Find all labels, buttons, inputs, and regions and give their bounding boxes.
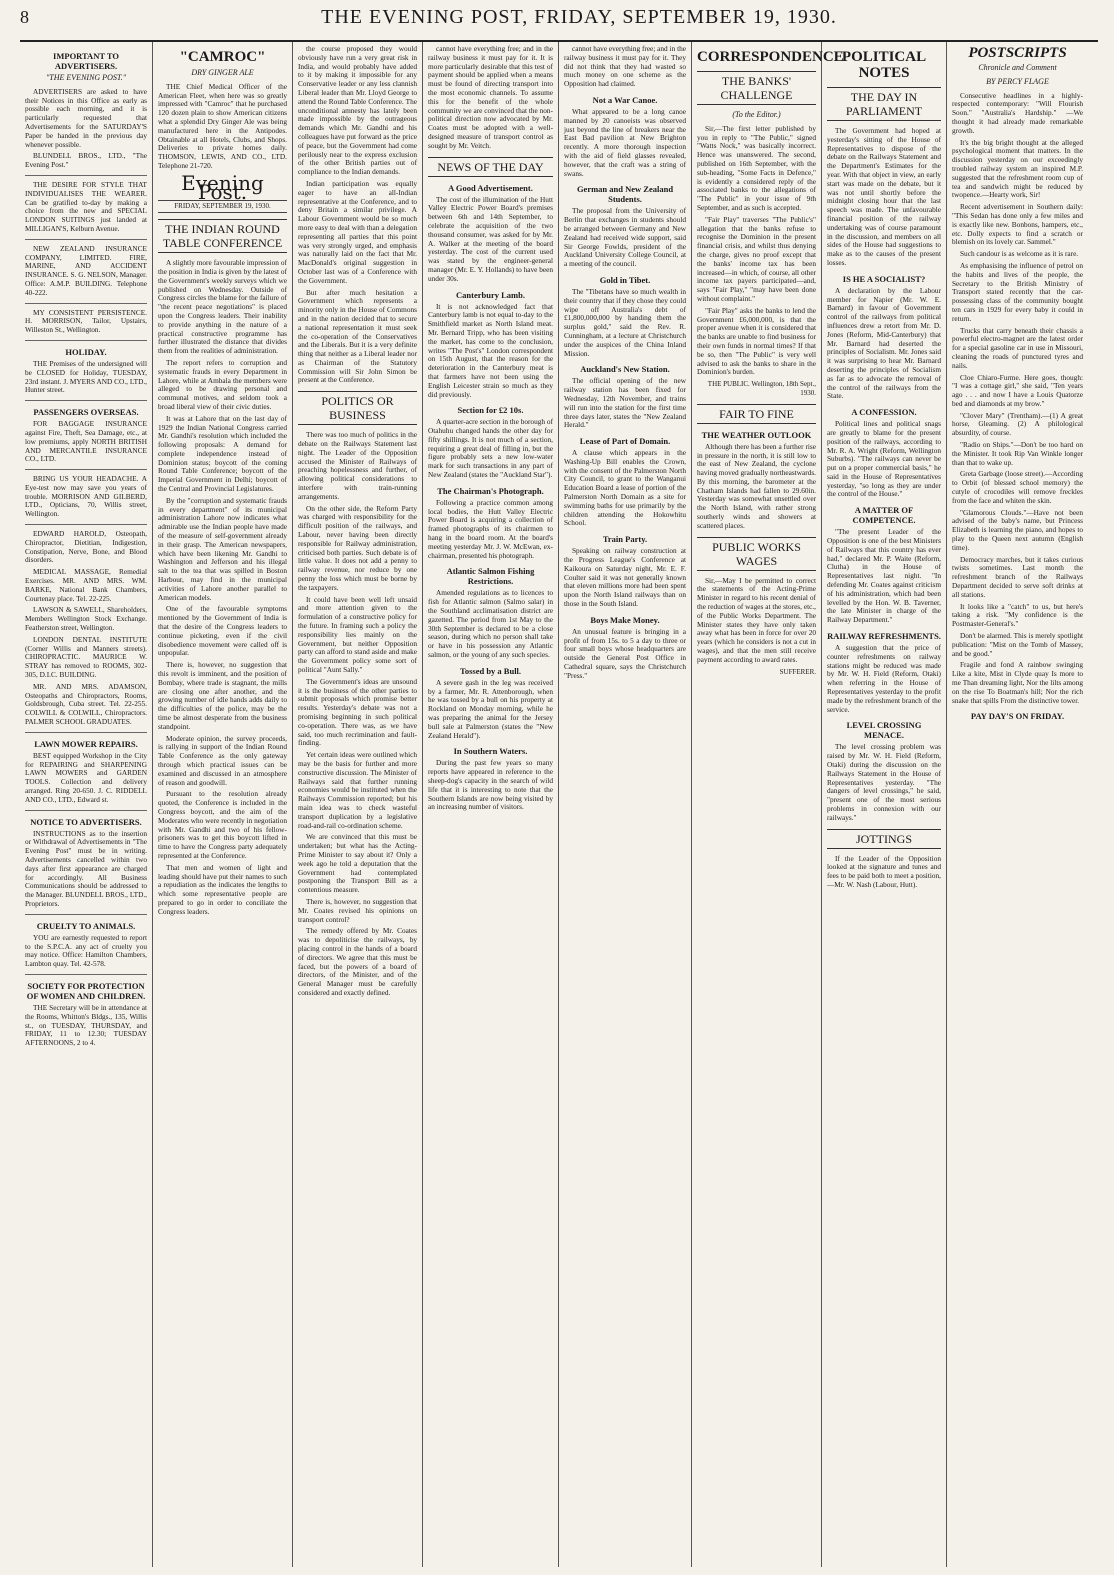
holiday-text: THE Premises of the undersigned will be CLOSED for Holiday, TUESDAY, 23rd instant. J. MYERS AND CO., LTD., Hunter street.	[25, 358, 147, 395]
news-item-text: What appeared to be a long canoe manned by 20 canoeists was observed just beyond the line of breakers near the East Bad pavilion at New Brighton recently. A more thorough inspection with the aid of field glasses revealed, however, that the craft was a string of swans.	[564, 106, 686, 178]
column-3	[293, 42, 423, 1567]
banks-heading: THE BANKS' CHALLENGE	[697, 71, 816, 105]
column-2	[153, 42, 293, 1567]
news-item-text: Amended regulations as to licences to fish for Atlantic salmon (Salmo salar) in the Southland acclimatisation district are gazetted. The period from 1st May to the 30th September is declared to be a close season, during which no person shall take or have in his possession any Atlantic salmon, or the young of any such species.	[428, 588, 553, 660]
notice-text: ADVERTISERS are asked to have their Notices in this Office as early as possible each morning, and it is particularly requested that Advertisements for the SATURDAY'S Paper be handed in the previous day whenever possible.	[25, 86, 147, 149]
letter-signature: THE PUBLIC. Wellington, 18th Sept., 1930.	[707, 380, 816, 397]
news-item-heading: The Chairman's Photograph.	[437, 485, 544, 496]
advertisers-heading: NOTICE TO ADVERTISERS.	[30, 816, 142, 827]
article-paragraph: There was too much of politics in the debate on the Railways Statement last night. The Leader of the Opposition accused the Minister of Railways of preaching hopelessness and further, of allowing political considerations to interfere with train-running arrangements.	[298, 430, 417, 501]
closing-line: PAY DAY'S ON FRIDAY.	[970, 711, 1065, 722]
notice-signoff: BLUNDELL BROS., LTD., "The Evening Post."	[25, 151, 147, 170]
camroc-text: THE Chief Medical Officer of the American Fleet, when here was so greatly impressed with "Camroc" that he purchased 120 dozen plain to show American citizens what a splendid Dry Ginger Ale was being manufactured here in the Antipodes. Obtainable at all Hotels, Clubs, and Shops. Deliveries to private homes daily. THOMSON, LEWIS, AND CO., LTD. Telephone 21-720.	[158, 81, 287, 170]
news-item-text: A quarter-acre section in the borough of Otahuhu changed hands the other day for fifty shillings. It is not much of a section, requiring a great deal of filling in, but the figure probably sets a new low-water mark for such transactions in any part of New Zealand (states the "Auckland Star").	[428, 417, 553, 480]
article-paragraph: On the other side, the Reform Party was charged with responsibility for the difficult position of the railways, and Labour, never having been directly responsible for Railway administration, criticised both parties. Such debate is of little value. It does not add a penny to railway revenue, nor reduce by one penny the loss which must be borne by the taxpayers.	[298, 503, 417, 592]
ad-osteopath: EDWARD HAROLD, Osteopath, Chiropractor, Dietitian, Indigestion, Constipation, Nerve, Bone, and Blood disorders.	[25, 529, 147, 565]
editorial-date: FRIDAY, SEPTEMBER 19, 1930.	[158, 200, 287, 213]
news-item-text: A clause which appears in the Washing-Up Bill enables the Crown, with the consent of the Palmerston North City Council, to grant to the Wanganui Education Board a lease of portion of the Palmerston North Domain as a site for swimming baths for use primarily by the children attending the Hokowhitu School.	[564, 448, 686, 528]
correspondence-heading: CORRESPONDENCE	[697, 49, 844, 65]
weather-heading: FAIR TO FINE	[697, 404, 816, 424]
column-4	[423, 42, 559, 1567]
postscript-item: As emphasising the influence of petrol on the habits and lives of the people, the Secretary to the British Ministry of Transport stated recently that the car-possessing class of the community bought ten cars in 1929 for every baby it could in return.	[952, 260, 1083, 323]
editorial-paragraph: There is, however, no suggestion that this revolt is imminent, and the position of Bombay, where trade is stagnant, the mills are closing one after another, and the growing number of idle hands adds daily to the difficulties of the police, may be the time be almost desperate from the business standpoint.	[158, 660, 287, 731]
editorial-paragraph: But after much hesitation a Government which represents a minority only in the House of Commons and in the nation decided that to secure a national representation it must seek the co-operation of the Conservatives and the Liberals. But it is a very definite thing that neither as a Liberal leader nor as Chairman of the Statutory Commission will Sir John Simon be present at the Conference.	[298, 287, 417, 385]
ad-opticians: BRING US YOUR HEADACHE. A Eye-test now may save you years of trouble. MORRISON AND GILBERD, LTD., Opticians, 70, Willis street, Wellington.	[25, 474, 147, 519]
newspaper-title: THE EVENING POST, FRIDAY, SEPTEMBER 19, 1930.	[321, 6, 837, 28]
postscript-item: Cloe Chiaro-Furme. Here goes, though: "I was a cottage girl," she said, "Ten years ago . . . and now I have a Louis Quatorze bed and diamonds at my brow."	[952, 372, 1083, 408]
ad-style: THE DESIRE FOR STYLE THAT INDIVIDUALISES THE WEARER. Can be gratified to-day by making a choice from the new and SPECIAL LONDON SUITINGS just landed at MILLIGAN'S, Kelburn Avenue.	[25, 179, 147, 233]
news-item-heading: Auckland's New Station.	[580, 364, 670, 375]
news-item-text: A severe gash in the leg was received by a farmer, Mr. R. Attenborough, when he was tossed by a bull on his property at Rockland on Monday morning, while he was preparing the animal for the Jersey bull sale at Palmerston (states the "New Zealand Herald").	[428, 677, 553, 740]
political-notes-heading: POLITICAL NOTES	[841, 49, 927, 81]
politics-heading: POLITICS OR BUSINESS	[298, 391, 417, 425]
article-paragraph: If the Leader of the Opposition looked at the signature and tunes and fees to be paid both to meet a position,—Mr. W. Nash (Labour, Hutt).	[827, 853, 941, 889]
camroc-heading: "CAMROC"	[179, 49, 266, 65]
weather-subheading: THE WEATHER OUTLOOK	[701, 429, 812, 440]
mower-heading: LAWN MOWER REPAIRS.	[34, 738, 138, 749]
ad-massage: MEDICAL MASSAGE, Remedial Exercises. MR. AND MRS. WM. BARKE, National Bank Chambers, Courtenay place. Tel. 22-225.	[25, 567, 147, 603]
advertisers-text: INSTRUCTIONS as to the insertion or Withdrawal of Advertisements in "The Evening Post" must be in writing. Advertisements cancelled within two days after first appearance are charged for accordingly. All Business Communications should be addressed to the Manager. BLUNDELL BROS., LTD., Proprietors.	[25, 828, 147, 908]
letter-paragraph: "Fair Play" asks the banks to lend the Government £6,000,000, is that the proper avenue when it is considered that the banks are unable to find business for their own funds in normal times? If that be so, then "The Public" is very well advised to ask the banks to share in the Dominion's burden.	[697, 305, 816, 377]
passengers-heading: PASSENGERS OVERSEAS.	[33, 407, 139, 418]
article-paragraph: The level crossing problem was raised by Mr. W. H. Field (Reform, Otaki) during the discussion on the Railways Statement in the House of Representatives yesterday. "The dangers of level crossings," he said, "present one of the most serious problems in connexion with our railways."	[827, 742, 941, 822]
postscript-item: Don't be alarmed. This is merely spotlight publication: "Mist on the Tomb of Massey, and be good."	[952, 631, 1083, 658]
article-paragraph: There is, however, no suggestion that Mr. Coates revised his opinions on transport control?	[298, 896, 417, 924]
verse: Fragile and fond A rainbow swinging Like a kite, Mist in Clyde quay Is more to me Than dreaming light, Nor the lilts among on the rise To Boatman's hill; Nor the rich snake that spills From the distinctive tower.	[952, 660, 1083, 705]
editorial-paragraph: One of the favourable symptoms mentioned by the Government of India is that the desire of the Congress leaders to continue picketing, even if the civil disobedience movement were called off is unpopular.	[158, 604, 287, 658]
article-paragraph: Yet certain ideas were outlined which may be the basis for further and more constructive discussion. The Minister of Railways said that further running economies would be instituted when the Railways Commission reported; but his main idea was to check wasteful transport duplication by a legislative road-and-rail co-ordination scheme.	[298, 750, 417, 830]
columns	[20, 42, 1098, 1567]
news-item-heading: Not a War Canoe.	[592, 94, 658, 105]
column-5	[559, 42, 692, 1567]
page-number: 8	[20, 7, 29, 27]
news-heading: NEWS OF THE DAY	[428, 157, 553, 177]
jottings-heading: JOTTINGS	[827, 829, 941, 849]
weather-text: Although there has been a further rise in pressure in the north, it is still low to the east of New Zealand, the cyclone having moved gradually northeastwards. By this morning, the barometer at the Chatham Islands had fallen to 29.60in. Yesterday was somewhat unsettled over the North Island, with rather strong southerly winds and showers at scattered places.	[697, 441, 816, 530]
postscript-item: Greta Garbage (loose street).—According to Orbit (of blessed school memory) the cutyle of crocodiles will remove freckles from the face and whiten the skin.	[952, 469, 1083, 505]
news-item-heading: Train Party.	[602, 534, 648, 545]
camroc-subheading: DRY GINGER ALE	[191, 68, 254, 77]
postscript-item: "Glamorous Clouds."—Have not been advised of the baby's name, but Princess Elizabeth is learning the piano, and hopes to play to the Queen next autumn (English time).	[952, 507, 1083, 552]
column-6	[692, 42, 844, 1567]
news-item-text: The official opening of the new railway station has been fixed for Wednesday, 12th November, and trains will run into the station for the first time three days later, states the "New Zealand Herald."	[564, 376, 686, 430]
article-paragraph: A suggestion that the price of counter refreshments on railway stations might be reduced was made by Mr. W. H. Field (Reform, Otaki) when referring in the House of Representatives yesterday to the profit made by the refreshment branch of the service.	[827, 643, 941, 714]
article-paragraph: "The present Leader of the Opposition is one of the best Ministers of Railways that this country has ever had," declared Mr. P. Waite (Reform, Clutha) in the House of Representatives last night. "In defending Mr. Coates against criticism of his administration, which had been levelled by the Hon. W. B. Taverner, the late Minister in charge of the Railway Department."	[827, 527, 941, 625]
news-item-heading: Gold in Tibet.	[599, 274, 651, 285]
news-item-text: Speaking on railway construction at the Progress League's Conference at Kaikoura on Saturday night, Mr. E. F. Coulter said it was not generally known that eleven millions more had been spent upon the North Island railways than on those in the South Island.	[564, 546, 686, 609]
socialist-heading: IS HE A SOCIALIST?	[842, 273, 926, 284]
editorial-paragraph: A slightly more favourable impression of the position in India is given by the latest of the Government's weekly surveys which we published on Wednesday. Outside of Congress circles the blame for the failure of "the recent peace negotiations" is placed upon the Congress leaders. Their inability to provide anything in the nature of a practical constructive programme has further illustrated the distance that divides them from the realities of administration.	[158, 258, 287, 356]
editorial-paragraph: Pursuant to the resolution already quoted, the Conference is included in the Congress boycott, and the aim of the Moderates who were recently in negotiation with Mr. Gandhi and two of his fellow-prisoners was to get this boycott lifted in time to have the Congress party adequately represented at the Conference.	[158, 789, 287, 860]
postscript-item: "Radio on Ships."—Don't be too hard on the Minister. It took Rip Van Winkle longer than that to wake up.	[952, 440, 1083, 467]
column-8	[947, 42, 1088, 1567]
news-item-heading: Tossed by a Bull.	[459, 665, 522, 676]
news-item-heading: Section for £2 10s.	[457, 405, 524, 416]
news-item-text: Following a practice common among local bodies, the Hutt Valley Electric Power Board is acquiring a collection of framed photographs of its chairmen to hang in the board room. At the board's meeting yesterday Mr. J. W. McEwan, ex-chairman, presented his photograph.	[428, 497, 553, 560]
news-item-heading: Boys Make Money.	[590, 614, 660, 625]
news-item-heading: In Southern Waters.	[453, 746, 528, 757]
article-paragraph: cannot have everything free; and in the railway business it must pay for it. They did not think that they had wasted so much money on one scheme as the Opposition had claimed.	[564, 44, 686, 89]
parliament-heading: THE DAY IN PARLIAMENT	[827, 87, 941, 121]
news-item-text: The cost of the illumination of the Hutt Valley Electric Power Board's premises between 6th and 14th September, to celebrate the acquisition of the two thousand consumer, was asked for by Mr. A. Walker at the meeting of the board yesterday. The cost of the current used was stated by the engineer-general manager (Mr. E. Y. Hollands) to have been under 30s.	[428, 194, 553, 283]
letter-paragraph: Sir,—The first letter published by you in reply to "The Public," signed "Watts Nock," was basically incorrect. Hence was unanswered. The second, published on 16th September, with the sub-heading, "Some Facts in Defence," is evidently a considered reply of the associated banks to the allegations of "The Public" in your issue of 9th September, and as such is accepted.	[697, 123, 816, 212]
postscript-item: "Clover Mary" (Trentham).—(1) A great horse, Gleaming. (2) A philological absurdity, of course.	[952, 410, 1083, 438]
cruelty-text: YOU are earnestly requested to report to the S.P.C.A. any act of cruelty you may notice. Office: Hamilton Chambers, Lambton quay. Tel. 42-578.	[25, 932, 147, 969]
article-paragraph: cannot have everything free; and in the railway business it must pay for it. It is more particularly desirable that this test of payment should be applied when a means must be found of directing transport into the most economic channels. To assume this for the benefit of the whole community we are convinced that the non-political direction now advocated by Mr. Coates must be adopted with a well-designed measure of transport control as sought by Mr. Veitch.	[428, 44, 553, 150]
newspaper-flag: Evening Post.	[181, 170, 264, 204]
editorial-paragraph: the course proposed they would obviously have run a very great risk in India, and would probably have added to it by making it impossible for any Conservative leader or any less clannish Liberal leader than Mr. Lloyd George to attend the Round Table Conference. The unconditional amnesty has lately been made impossible by the outrageous demands which Mr. Gandhi and his colleagues have put forward as the price of peace, but the Government had come perilously near to the express exclusion of the other British parties out of compliance to the Indian demands.	[298, 44, 417, 177]
article-paragraph: Political lines and political snags are greatly to blame for the present position of the railways, according to Mr. R. A. Wright (Reform, Wellington Suburbs). "The railways can never be put on a proper commercial basis," he said in the House of Representatives yesterday, "so long as they are under the control of the House."	[827, 419, 941, 499]
crossing-heading: LEVEL CROSSING MENACE.	[846, 720, 922, 741]
news-item-text: It is not acknowledged fact that Canterbury lamb is not equal to-day to the Smithfield market as North Island meat. Mr. Bernard Tripp, who has been visiting the market, has come to the conclusion, writes "The Post's" London correspondent on 15th August, that the reason for the deterioration in the Canterbury meat is that farmers have not been using the English Leicester strain so much as they did previously.	[428, 301, 553, 399]
postscripts-heading: POSTSCRIPTS	[968, 45, 1067, 61]
column-7	[822, 42, 947, 1567]
postscript-item: Such candour is as welcome as it is rare.	[960, 249, 1079, 259]
news-item-heading: A Good Advertisement.	[448, 182, 533, 193]
column-1	[20, 42, 153, 1567]
postscript-item: Democracy marches, but it takes curious twists sometimes. Last month the refreshment branch of the Railways Department decided to serve soft drinks at all stations.	[952, 554, 1083, 599]
article-paragraph: The Government's ideas are unsound it is the business of the other parties to submit proposals which promise better results. Yesterday's debate was not a promising beginning in such political co-operation. There was, as we have said, too much recrimination and fault-finding.	[298, 676, 417, 748]
ad-chiropractors: MR. AND MRS. ADAMSON, Osteopaths and Chiropractors, Rooms, Goldsbrough, Cuba street. Tel. 22-255. COLWILL & COLWILL, Chiropractors. PALMER SCHOOL GRADUATES.	[25, 681, 147, 727]
news-item-text: During the past few years so many reports have appeared in reference to the sheep-dog's capacity in the search of wild life that it is interesting to note that the Southern Islands are now being visited by an increasing number of visitors.	[428, 758, 553, 812]
editorial-paragraph: That men and women of light and leading should have put their names to such a repudiation as the indicates the lengths to which some representative people are prepared to go in order to conciliate the Congress leaders.	[158, 862, 287, 916]
news-item-heading: Lease of Part of Domain.	[579, 436, 671, 447]
news-item-heading: Canterbury Lamb.	[456, 289, 525, 300]
confession-heading: A CONFESSION.	[851, 407, 917, 418]
holiday-heading: HOLIDAY.	[65, 346, 107, 357]
byline: BY PERCY FLAGE	[986, 76, 1049, 86]
editorial-paragraph: The report refers to corruption and systematic frauds in every Department in Lahore, while at Ambala the members were alleged to be drawing personal and communal motives, and seldom took a broad liberal view of their civic duties.	[158, 357, 287, 411]
article-paragraph: A declaration by the Labour member for Napier (Mr. W. E. Barnard) in favour of Government control of the railways from political influences drew a retort from Mr. D. Jones (Reform, Mid-Canterbury) that Mr. Barnard had deserted the principles of Socialism. Mr. Jones said it was surprising to hear Mr. Barnard deserting the principles of Socialism as far as to advocate the removal of the control of the railways from the State.	[827, 285, 941, 401]
news-item-heading: Atlantic Salmon Fishing Restrictions.	[446, 566, 535, 587]
article-paragraph: It could have been well left unsaid and more attention given to the formulation of a constructive policy for the future. In framing such a policy the responsibility lies mainly on the Government, but neither Opposition party can afford to stand aside and make the Government policy some sort of political "Aunt Sally."	[298, 594, 417, 674]
society-heading: SOCIETY FOR PROTECTION OF WOMEN AND CHILDREN.	[26, 980, 146, 1001]
notice-subheading: "THE EVENING POST."	[45, 73, 127, 82]
ad-sharebrokers: LAWSON & SAWELL, Shareholders, Members Wellington Stock Exchange. Featherston street, Wellington.	[25, 605, 147, 633]
postscript-item: Recent advertisement in Southern daily: "This Sedan has done only a few miles and is exactly like new. Bonbons, hampers, etc., etc. Dolly expects to find a scratch or blemish on its lovely car. Sammel."	[952, 202, 1083, 247]
refreshments-heading: RAILWAY REFRESHMENTS.	[827, 631, 941, 642]
letter-signature: SUFFERER.	[779, 667, 816, 676]
ad-tailor: MY CONSISTENT PERSISTENCE. H. MORRISON, Tailor, Upstairs, Willeston St., Wellington.	[25, 307, 147, 335]
wages-heading: PUBLIC WORKS WAGES	[697, 537, 816, 571]
editorial-paragraph: By the "corruption and systematic frauds in every department" of its municipal administration Lahore now indicates what admirable use the Indian people have made of the measure of self-government already in their grasp. The American newspapers, which have been likening Mr. Gandhi to Washington and Jefferson and his illegal salt to the tea that was spilled in Boston Harbour, may find in the municipal activities of Lahore another parallel to American models.	[158, 495, 287, 602]
to-editor: (To the Editor.)	[732, 110, 781, 119]
society-text: THE Secretary will be in attendance at the Rooms, Whitton's Bldgs., 135, Willis st., on TUESDAY, THURSDAY, and FRIDAY, 11 to 12.30; TUESDAY AFTERNOONS, 2 to 4.	[25, 1002, 147, 1048]
postscripts-subheading: Chronicle and Comment	[978, 63, 1057, 72]
letter-paragraph: Sir,—May I be permitted to correct the statements of the Acting-Prime Minister in regard to his recent denial of the reduction of wages at the stores, etc., of the Public Works Department. The Minister states they have only taken away what has been in force for over 20 years (which he considers is not a cut in wages), and that the men still receive payment according to award rates.	[697, 575, 816, 664]
mower-text: BEST equipped Workshop in the City for REPAIRING and SHARPENING LAWN MOWERS and GARDEN TOOLS. Collection and delivery arranged. Ring 20-650. J. C. RIDDELL AND CO., LTD., Edward st.	[25, 750, 147, 804]
article-paragraph: The Government had hoped at yesterday's sitting of the House of Representatives to dispose of the debate on the Railways Statement and the Department's Estimates for the year. With that object in view, an early start was made on the debate, but it was not until shortly before the midnight closing hour that the last speech was made. The unfavourable financial position of the railway undertaking was of course paramount in the discussion, and members on all sides of the House had suggestions to make as to the causes of the present losses.	[827, 126, 941, 267]
ad-dental: LONDON DENTAL INSTITUTE (Corner Willis and Manners streets). CHIROPRACTIC. MAURICE W. STRAY has removed to ROOMS, 302-305, D.I.C. BUILDING.	[25, 634, 147, 680]
editorial-paragraph: Indian participation was equally eager to have an all-Indian representative at the Conference, and to deny Britain a similar privilege. A Labour Government would be so much more easy to deal with than a delegation representing all parties that this point was very strongly urged, and emphasis was naturally laid on the fact that Mr. MacDonald's original suggestion in October last was of a Conference with the Government.	[298, 178, 417, 285]
postscript-item: It's the big bright thought at the alleged psychological moment that matters. In the discussion yesterday on our exceedingly troubled railway system an inspired M.P. suggested that the refreshment room cup of tea and sandwich might be reduced by twopence.—Hearty work, Sir!	[952, 137, 1083, 200]
ad-insurance: NEW ZEALAND INSURANCE COMPANY, LIMITED. FIRE, MARINE, AND ACCIDENT INSURANCE. S. G. NELSON, Manager. Office: A.M.P. BUILDING. Telephone 40-222.	[25, 243, 147, 297]
editorial-paragraph: It was at Lahore that on the last day of 1929 the Indian National Congress carried Mr. Gandhi's resolution which included the following proposals: A demand for complete independence instead of Dominion status; boycott of the coming Round Table Conference; boycott of the Imperial Government in Delhi; boycott of the Central and Provincial Legislatures.	[158, 413, 287, 494]
editorial-paragraph: Moderate opinion, the survey proceeds, is rallying in support of the Indian Round Table Conference as the only gateway through which practical issues can be examined and discussed in an atmosphere of reason and goodwill.	[158, 733, 287, 787]
passengers-text: FOR BAGGAGE INSURANCE against Fire, Theft, Sea Damage, etc., at low premiums, apply NORTH BRITISH AND MERCANTILE INSURANCE CO., LTD.	[25, 419, 147, 464]
cruelty-heading: CRUELTY TO ANIMALS.	[36, 920, 136, 931]
news-item-text: The "Tibetans have so much wealth in their country that if they chose they could wipe off Australia's debt of £1,800,000,000 by handing them the surplus gold," said the Rev. R. Cunningham, at a lecture at Christchurch under the auspices of the China Inland Mission.	[564, 286, 686, 358]
news-item-text: The proposal from the University of Berlin that exchanges in students should be arranged between Germany and New Zealand had received wide support, said Sir George Fowlds, president of the Auckland University College Council, at a meeting of the council.	[564, 206, 686, 269]
masthead	[20, 6, 1098, 42]
postscript-item: Consecutive headlines in a highly-respected contemporary: "Will Flourish Soon." "Australia's Hardship." —We thought it had already made remarkable growth.	[952, 90, 1083, 135]
news-item-text: An unusual feature is bringing in a profit of from 15s. to 5 a day to three or four small boys whose headquarters are outside the General Post Office in Cathedral square, says the Christchurch "Press."	[564, 626, 686, 680]
letter-paragraph: "Fair Play" traverses "The Public's" allegation that the banks refuse to recognise the Dominion in the present financial crisis, and whilst thus denying the charge, gives no proof except that the banks' income tax has been increased—in which, of course, all other income tax payers participated—and, says "Fair Play," "may have been done without complaint."	[697, 214, 816, 303]
article-paragraph: The remedy offered by Mr. Coates was to depoliticise the railways, by placing control in the hands of a board of directors. We agree that this must be faced, but the powers of a board of directors, of the Minister, and of the General Manager must be carefully considered and exactly defined.	[298, 926, 417, 997]
news-item-heading: German and New Zealand Students.	[576, 184, 674, 205]
article-paragraph: We are convinced that this must be undertaken; but what has the Acting-Prime Minister to say about it? Only a week ago he told a deputation that the Government had contemplated postponing the Transport Bill as a contentious measure.	[298, 832, 417, 895]
postscript-item: It looks like a "catch" to us, but here's taking a risk. "My confidence is the Postmaster-General's."	[952, 601, 1083, 629]
notice-heading: IMPORTANT TO ADVERTISERS.	[53, 51, 119, 71]
competence-heading: A MATTER OF COMPETENCE.	[852, 505, 916, 526]
postscript-item: Trucks that carry beneath their chassis a powerful electro-magnet are the latest order for a special gasoline car in use in Missouri, cleaning the roads of punctured tyres and nails.	[952, 325, 1083, 370]
editorial-heading: THE INDIAN ROUND TABLE CONFERENCE	[158, 219, 287, 253]
